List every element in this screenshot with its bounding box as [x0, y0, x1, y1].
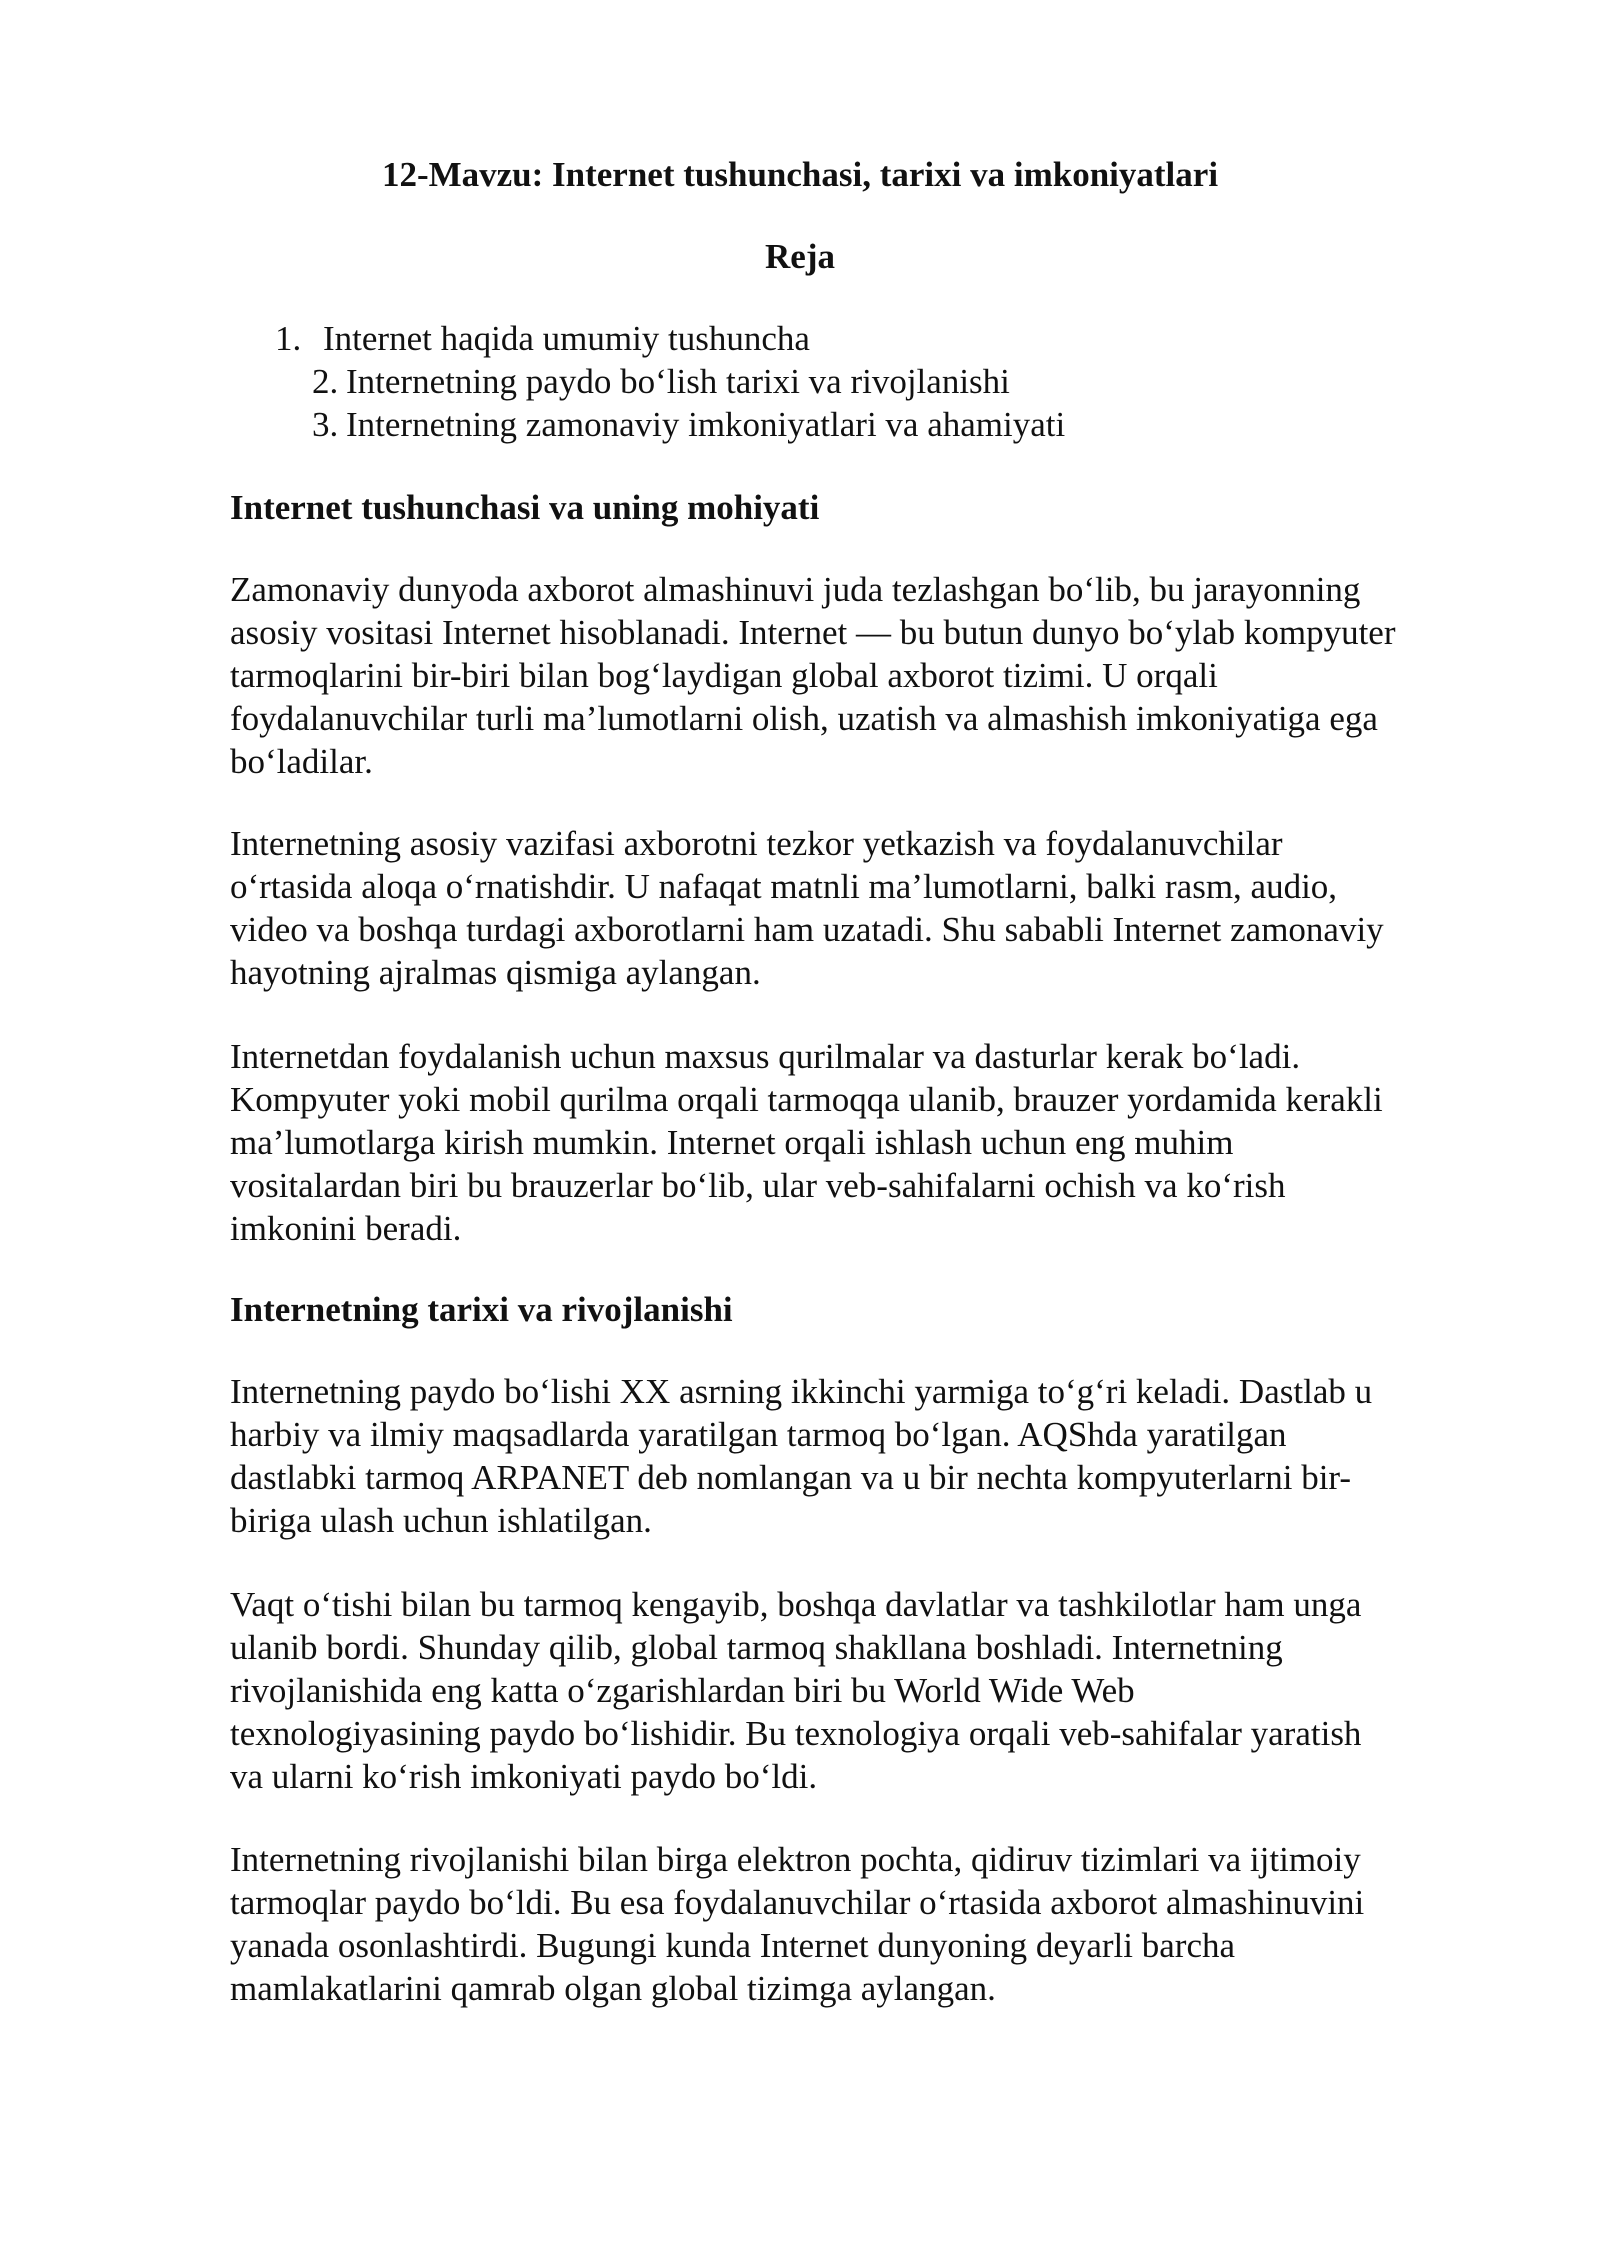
- plan-list: [230, 317, 1530, 446]
- paragraph-line: Kompyuter yoki mobil qurilma orqali tarmoqqa ulanib, brauzer yordamida kerakli: [230, 1080, 1383, 1119]
- paragraph-line: video va boshqa turdagi axborotlarni ham uzatadi. Shu sababli Internet zamonaviy: [230, 910, 1384, 949]
- paragraph-line: Internetning rivojlanishi bilan birga elektron pochta, qidiruv tizimlari va ijtimoiy: [230, 1840, 1361, 1879]
- paragraph-line: o‘rtasida aloqa o‘rnatishdir. U nafaqat matnli ma’lumotlarni, balki rasm, audio,: [230, 867, 1338, 906]
- paragraph-line: harbiy va ilmiy maqsadlarda yaratilgan tarmoq bo‘lgan. AQShda yaratilgan: [230, 1415, 1287, 1454]
- plan-item: [230, 317, 1530, 360]
- paragraph-line: Internetning asosiy vazifasi axborotni tezkor yetkazish va foydalanuvchilar: [230, 824, 1283, 863]
- plan-item-text: Internetning paydo bo‘lish tarixi va rivojlanishi: [346, 362, 1010, 401]
- paragraph-line: Zamonaviy dunyoda axborot almashinuvi juda tezlashgan bo‘lib, bu jarayonning: [230, 570, 1361, 609]
- paragraph-line: va ularni ko‘rish imkoniyati paydo bo‘ldi.: [230, 1757, 818, 1796]
- paragraph: [230, 568, 1530, 783]
- plan-item-number: 2.: [312, 362, 339, 401]
- paragraph-line: ma’lumotlarga kirish mumkin. Internet orqali ishlash uchun eng muhim: [230, 1123, 1234, 1162]
- paragraph-line: imkonini beradi.: [230, 1209, 462, 1248]
- paragraph-line: tarmoqlarini bir-biri bilan bog‘laydigan global axborot tizimi. U orqali: [230, 656, 1218, 695]
- section-heading: Internetning tarixi va rivojlanishi: [230, 1290, 733, 1329]
- paragraph-line: dastlabki tarmoq ARPANET deb nomlangan va u bir nechta kompyuterlarni bir-: [230, 1458, 1352, 1497]
- paragraph-line: asosiy vositasi Internet hisoblanadi. Internet — bu butun dunyo bo‘ylab kompyuter: [230, 613, 1396, 652]
- paragraph-line: foydalanuvchilar turli ma’lumotlarni olish, uzatish va almashish imkoniyatiga ega: [230, 699, 1378, 738]
- paragraph: [230, 822, 1530, 994]
- paragraph: [230, 1370, 1530, 1542]
- paragraph-line: tarmoqlar paydo bo‘ldi. Bu esa foydalanuvchilar o‘rtasida axborot almashinuvini: [230, 1883, 1365, 1922]
- paragraph: [230, 1838, 1530, 2010]
- plan-item-number: 1.: [275, 319, 302, 358]
- paragraph-line: mamlakatlarini qamrab olgan global tizimga aylangan.: [230, 1969, 996, 2008]
- paragraph: [230, 1035, 1530, 1250]
- paragraph-line: vositalardan biri bu brauzerlar bo‘lib, ular veb-sahifalarni ochish va ko‘rish: [230, 1166, 1286, 1205]
- paragraph-line: hayotning ajralmas qismiga aylangan.: [230, 953, 761, 992]
- paragraph-line: yanada osonlashtirdi. Bugungi kunda Internet dunyoning deyarli barcha: [230, 1926, 1236, 1965]
- paragraph-line: Internetdan foydalanish uchun maxsus qurilmalar va dasturlar kerak bo‘ladi.: [230, 1037, 1301, 1076]
- section-heading: Internet tushunchasi va uning mohiyati: [230, 488, 820, 527]
- paragraph-line: texnologiyasining paydo bo‘lishidir. Bu texnologiya orqali veb-sahifalar yaratish: [230, 1714, 1362, 1753]
- paragraph-line: bo‘ladilar.: [230, 742, 373, 781]
- plan-item: [230, 403, 1530, 446]
- plan-item-text: Internet haqida umumiy tushuncha: [323, 319, 810, 358]
- paragraph-line: ulanib bordi. Shunday qilib, global tarmoq shakllana boshladi. Internetning: [230, 1628, 1283, 1667]
- paragraph: [230, 1583, 1530, 1798]
- paragraph-line: biriga ulash uchun ishlatilgan.: [230, 1501, 652, 1540]
- paragraph-line: Internetning paydo bo‘lishi XX asrning ikkinchi yarmiga to‘g‘ri keladi. Dastlab u: [230, 1372, 1373, 1411]
- paragraph-line: Vaqt o‘tishi bilan bu tarmoq kengayib, boshqa davlatlar va tashkilotlar ham unga: [230, 1585, 1362, 1624]
- paragraph-line: rivojlanishida eng katta o‘zgarishlardan biri bu World Wide Web: [230, 1671, 1135, 1710]
- plan-item-text: Internetning zamonaviy imkoniyatlari va ahamiyati: [346, 405, 1066, 444]
- page-title: 12-Mavzu: Internet tushunchasi, tarixi va imkoniyatlari: [381, 155, 1219, 194]
- plan-item: [230, 360, 1530, 403]
- plan-heading: Reja: [765, 237, 835, 276]
- plan-item-number: 3.: [312, 405, 339, 444]
